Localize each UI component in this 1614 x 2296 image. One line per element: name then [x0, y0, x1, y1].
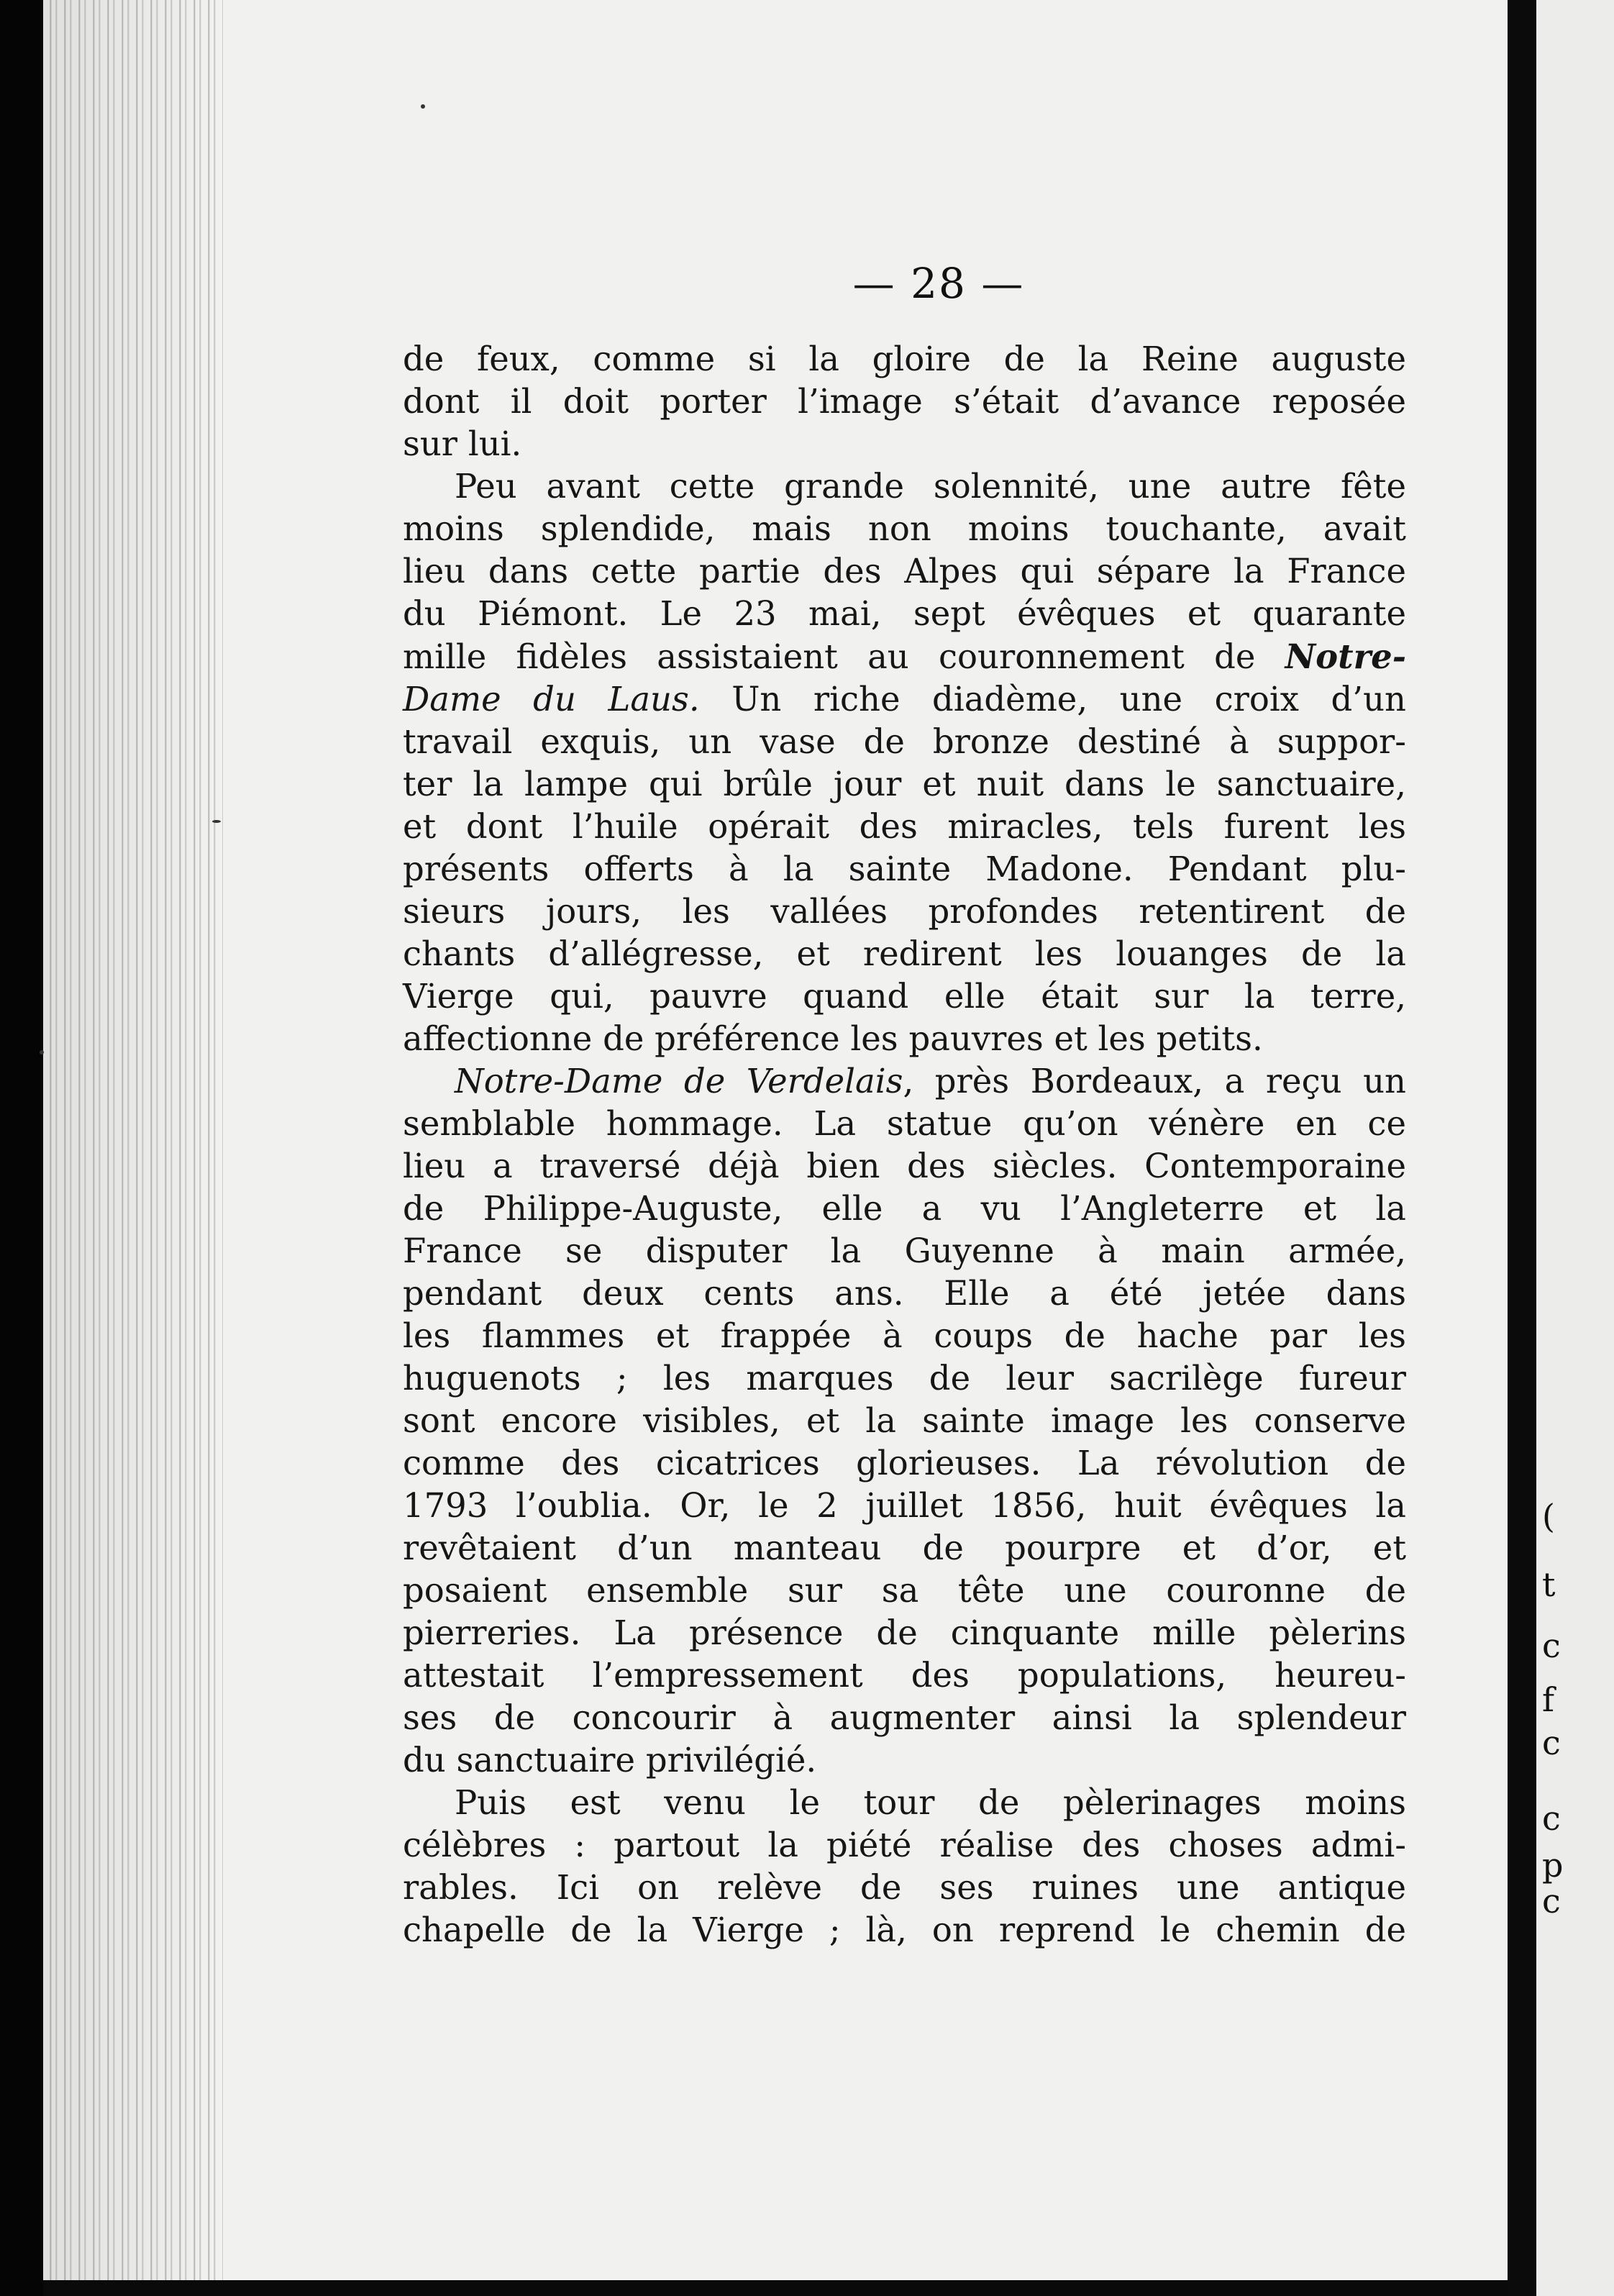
text-line: [403, 1060, 1406, 1103]
text-run: lieu a traversé déjà bien des siècles. Contemporaine: [403, 1147, 1406, 1185]
text-run: sur lui.: [403, 424, 522, 463]
text-line: [403, 1357, 1406, 1400]
text-line: [403, 508, 1406, 550]
text-line: [403, 381, 1406, 423]
text-run: dont il doit porter l’image s’était d’avance reposée: [403, 382, 1406, 421]
text-run: ter la lampe qui brûle jour et nuit dans le sanctuaire,: [403, 765, 1406, 803]
text-run: les flammes et frappée à coups de hache par les: [403, 1316, 1406, 1355]
facing-page-letter: c: [1542, 1799, 1561, 1838]
text-run: Peu avant cette grande solennité, une autre fête: [455, 467, 1406, 506]
dust-speck: [40, 1050, 44, 1054]
text-run: Vierge qui, pauvre quand elle était sur la terre,: [403, 977, 1406, 1016]
text-run: rables. Ici on relève de ses ruines une antique: [403, 1868, 1406, 1907]
text-run: ses de concourir à augmenter ainsi la splendeur: [403, 1698, 1406, 1737]
facing-page-letter: c: [1542, 1723, 1561, 1762]
text-run: moins splendide, mais non moins touchante, avait: [403, 509, 1406, 548]
text-line: [403, 465, 1406, 508]
text-line: [403, 1188, 1406, 1230]
text-run: attestait l’empressement des populations, heureu-: [403, 1656, 1406, 1695]
text-line: [403, 1782, 1406, 1824]
text-run: pierreries. La présence de cinquante mille pèlerins: [403, 1613, 1406, 1652]
text-run: comme des cicatrices glorieuses. La révolution de: [403, 1444, 1406, 1482]
text-run: Dame du Laus.: [403, 680, 700, 719]
text-line: [403, 763, 1406, 806]
text-run: et dont l’huile opérait des miracles, tels furent les: [403, 807, 1406, 846]
text-line: [403, 635, 1406, 678]
text-line: [403, 1824, 1406, 1867]
text-line: [403, 1400, 1406, 1442]
scan-bottom-edge: [43, 2280, 1508, 2296]
text-run: travail exquis, un vase de bronze destiné à suppor-: [403, 722, 1406, 761]
facing-page-letter: f: [1542, 1680, 1555, 1719]
text-line: [403, 933, 1406, 975]
text-run: posaient ensemble sur sa tête une couronne de: [403, 1571, 1406, 1610]
text-run: présents offerts à la sainte Madone. Pendant plu-: [403, 849, 1406, 888]
text-line: [403, 1230, 1406, 1272]
text-run: de feux, comme si la gloire de la Reine auguste: [403, 340, 1406, 378]
text-line: [403, 806, 1406, 848]
text-run: Puis est venu le tour de pèlerinages moins: [455, 1783, 1406, 1822]
body-text: [403, 338, 1406, 1951]
book-gutter: [1508, 0, 1536, 2296]
text-line: [403, 1272, 1406, 1315]
text-run: chants d’allégresse, et redirent les louanges de la: [403, 934, 1406, 973]
facing-page-letter: p: [1542, 1846, 1564, 1885]
text-run: pendant deux cents ans. Elle a été jetée dans: [403, 1274, 1406, 1313]
text-run: semblable hommage. La statue qu’on vénère en ce: [403, 1104, 1406, 1143]
text-run: 1793 l’oublia. Or, le 2 juillet 1856, huit évêques la: [403, 1486, 1406, 1525]
text-line: [403, 1612, 1406, 1654]
text-line: [403, 1570, 1406, 1612]
text-run: mille fidèles assistaient au couronnement de: [403, 637, 1285, 676]
text-line: [403, 975, 1406, 1018]
text-line: [403, 338, 1406, 381]
text-run: célèbres : partout la piété réalise des choses admi-: [403, 1826, 1406, 1864]
text-line: [403, 721, 1406, 763]
text-line: [403, 1654, 1406, 1697]
facing-page-letter: c: [1542, 1626, 1561, 1665]
text-run: , près Bordeaux, a reçu un: [903, 1062, 1406, 1101]
text-run: revêtaient d’un manteau de pourpre et d’or, et: [403, 1529, 1406, 1567]
text-line: [403, 1103, 1406, 1145]
text-line: [403, 593, 1406, 635]
text-run: Notre-Dame de Verdelais: [455, 1062, 903, 1101]
page-edges: [43, 0, 223, 2296]
dust-speck: [212, 820, 221, 823]
dust-speck: [421, 104, 425, 109]
text-run: huguenots ; les marques de leur sacrilège fureur: [403, 1359, 1406, 1398]
facing-page: [1536, 0, 1614, 2296]
text-line: [403, 890, 1406, 933]
text-line: [403, 423, 1406, 465]
text-run: lieu dans cette partie des Alpes qui sépare la France: [403, 552, 1406, 591]
text-line: [403, 1867, 1406, 1909]
text-run: du Piémont. Le 23 mai, sept évêques et quarante: [403, 594, 1406, 633]
text-line: [403, 550, 1406, 593]
facing-page-letter: t: [1542, 1565, 1556, 1604]
text-line: [403, 1739, 1406, 1782]
text-run: Un riche diadème, une croix d’un: [699, 680, 1406, 719]
text-run: sieurs jours, les vallées profondes retentirent de: [403, 892, 1406, 931]
text-run: affectionne de préférence les pauvres et les petits.: [403, 1019, 1263, 1058]
text-run: France se disputer la Guyenne à main armée,: [403, 1231, 1406, 1270]
text-run: sont encore visibles, et la sainte image les conserve: [403, 1401, 1406, 1440]
text-run: de Philippe-Auguste, elle a vu l’Angleterre et la: [403, 1189, 1406, 1228]
page-number: — 28 —: [852, 259, 1025, 308]
text-line: [403, 848, 1406, 890]
text-run: du sanctuaire privilégié.: [403, 1741, 817, 1780]
text-line: [403, 1018, 1406, 1060]
text-run: chapelle de la Vierge ; là, on reprend le chemin de: [403, 1910, 1406, 1949]
text-run: Notre-: [1285, 637, 1406, 676]
text-line: [403, 1697, 1406, 1739]
text-line: [403, 1442, 1406, 1485]
text-line: [403, 1315, 1406, 1357]
text-line: [403, 1527, 1406, 1570]
text-line: [403, 1485, 1406, 1527]
text-line: [403, 1909, 1406, 1951]
text-line: [403, 678, 1406, 721]
text-line: [403, 1145, 1406, 1188]
facing-page-letter: c: [1542, 1882, 1561, 1921]
facing-page-letter: (: [1542, 1497, 1555, 1536]
